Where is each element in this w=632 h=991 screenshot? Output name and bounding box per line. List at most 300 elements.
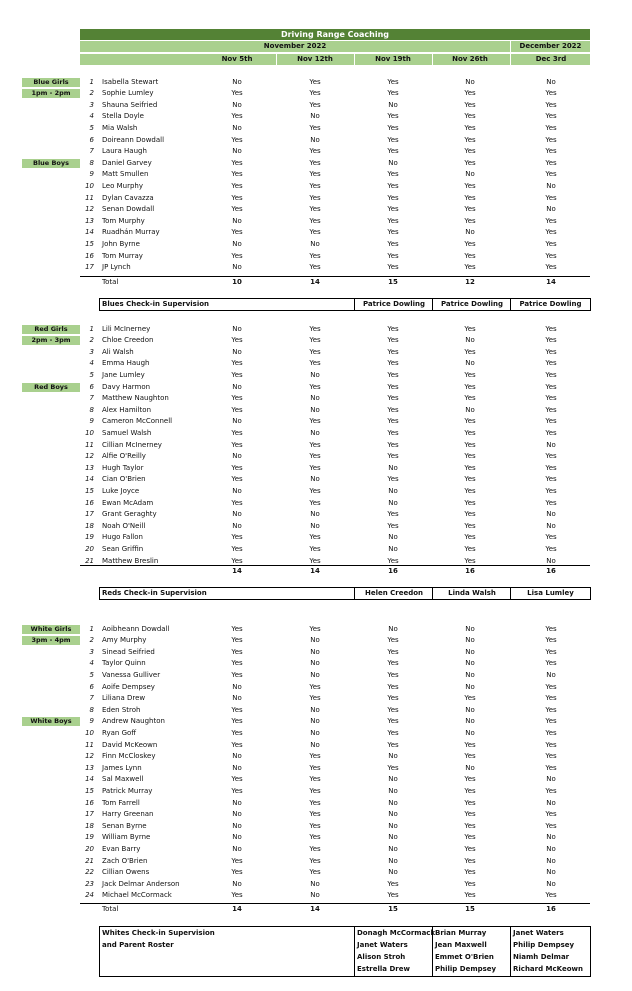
player-number: 2 xyxy=(89,636,94,645)
attendance-cell: Yes xyxy=(309,498,321,507)
attendance-cell: Yes xyxy=(464,205,476,214)
attendance-cell: Yes xyxy=(464,475,476,484)
attendance-cell: Yes xyxy=(231,158,243,167)
attendance-cell: Yes xyxy=(387,510,399,519)
attendance-cell: Yes xyxy=(231,868,243,877)
attendance-cell: Yes xyxy=(309,324,321,333)
attendance-cell: Yes xyxy=(464,370,476,379)
attendance-cell: Yes xyxy=(309,181,321,190)
player-number: 21 xyxy=(85,856,94,865)
attendance-cell: Yes xyxy=(309,556,321,565)
roster-name: Jean Maxwell xyxy=(435,941,487,949)
player-name: James Lynn xyxy=(102,763,142,772)
player-row xyxy=(80,647,590,659)
attendance-cell: Yes xyxy=(387,336,399,345)
attendance-cell: Yes xyxy=(387,123,399,132)
player-number: 19 xyxy=(85,833,94,842)
player-name: Sal Maxwell xyxy=(102,775,144,784)
total-cell: 14 xyxy=(310,905,320,913)
attendance-cell: Yes xyxy=(387,417,399,426)
total-row xyxy=(80,903,590,915)
attendance-cell: No xyxy=(310,879,320,888)
player-row xyxy=(80,786,590,798)
attendance-cell: Yes xyxy=(231,647,243,656)
group-tag: White Boys xyxy=(22,717,80,726)
player-number: 17 xyxy=(85,510,94,519)
attendance-cell: Yes xyxy=(309,694,321,703)
attendance-cell: Yes xyxy=(545,659,557,668)
player-number: 12 xyxy=(85,205,94,214)
player-name: Jane Lumley xyxy=(102,370,145,379)
attendance-cell: Yes xyxy=(231,359,243,368)
attendance-cell: Yes xyxy=(464,216,476,225)
date-divider xyxy=(354,54,355,65)
attendance-cell: No xyxy=(388,486,398,495)
attendance-cell: Yes xyxy=(231,181,243,190)
attendance-cell: No xyxy=(546,879,556,888)
attendance-cell: Yes xyxy=(464,798,476,807)
player-row xyxy=(80,393,590,405)
total-cell: 14 xyxy=(232,567,242,575)
attendance-cell: No xyxy=(310,394,320,403)
player-number: 20 xyxy=(85,544,94,553)
player-row xyxy=(80,324,590,336)
player-name: Senan Dowdall xyxy=(102,205,155,214)
player-name: Emma Haugh xyxy=(102,359,150,368)
attendance-cell: No xyxy=(388,844,398,853)
player-number: 21 xyxy=(85,556,94,565)
group-tag: 1pm - 2pm xyxy=(22,89,80,98)
player-number: 9 xyxy=(89,717,94,726)
attendance-cell: Yes xyxy=(309,775,321,784)
attendance-cell: Yes xyxy=(231,498,243,507)
attendance-cell: No xyxy=(465,705,475,714)
player-row xyxy=(80,451,590,463)
attendance-cell: No xyxy=(388,158,398,167)
total-cell: 16 xyxy=(546,905,556,913)
attendance-cell: Yes xyxy=(231,544,243,553)
player-number: 17 xyxy=(85,263,94,272)
attendance-cell: Yes xyxy=(545,239,557,248)
total-row xyxy=(80,565,590,577)
player-row xyxy=(80,428,590,440)
player-number: 8 xyxy=(89,405,94,414)
attendance-cell: No xyxy=(310,740,320,749)
total-cell: 12 xyxy=(465,278,475,286)
attendance-cell: No xyxy=(388,544,398,553)
group-tag: White Girls xyxy=(22,625,80,634)
total-label: Total xyxy=(102,905,119,913)
player-number: 10 xyxy=(85,428,94,437)
attendance-cell: Yes xyxy=(309,786,321,795)
attendance-cell: Yes xyxy=(545,463,557,472)
player-number: 5 xyxy=(89,670,94,679)
player-row xyxy=(80,809,590,821)
player-row xyxy=(80,370,590,382)
attendance-cell: Yes xyxy=(545,752,557,761)
player-name: Tom Farrell xyxy=(102,798,140,807)
attendance-cell: No xyxy=(310,521,320,530)
roster-name: Niamh Delmar xyxy=(513,953,570,961)
attendance-cell: No xyxy=(232,521,242,530)
player-row xyxy=(80,716,590,728)
attendance-cell: Yes xyxy=(231,624,243,633)
attendance-cell: No xyxy=(232,682,242,691)
player-name: Senan Byrne xyxy=(102,821,147,830)
attendance-cell: Yes xyxy=(231,636,243,645)
roster-column-2 xyxy=(432,927,511,976)
attendance-cell: Yes xyxy=(464,112,476,121)
player-row xyxy=(80,463,590,475)
attendance-cell: Yes xyxy=(464,856,476,865)
player-name: David McKeown xyxy=(102,740,158,749)
roster-column-3 xyxy=(510,927,590,976)
attendance-cell: Yes xyxy=(309,868,321,877)
attendance-cell: Yes xyxy=(309,359,321,368)
attendance-cell: No xyxy=(310,670,320,679)
player-row xyxy=(80,705,590,717)
player-row xyxy=(80,635,590,647)
player-number: 15 xyxy=(85,786,94,795)
attendance-cell: Yes xyxy=(387,475,399,484)
supervision-label: Blues Check-in Supervision xyxy=(102,300,210,308)
attendance-cell: No xyxy=(310,659,320,668)
player-row xyxy=(80,239,590,251)
attendance-cell: No xyxy=(232,77,242,86)
attendance-cell: Yes xyxy=(231,193,243,202)
player-name: Matt Smullen xyxy=(102,170,149,179)
player-name: Alfie O'Reilly xyxy=(102,452,146,461)
attendance-cell: Yes xyxy=(387,670,399,679)
attendance-cell: Yes xyxy=(545,717,557,726)
attendance-cell: No xyxy=(388,752,398,761)
total-cell: 16 xyxy=(546,567,556,575)
attendance-cell: Yes xyxy=(231,205,243,214)
player-name: Liliana Drew xyxy=(102,694,146,703)
attendance-cell: Yes xyxy=(464,694,476,703)
player-row xyxy=(80,798,590,810)
supervision-box xyxy=(99,587,591,600)
player-name: Cillian McInerney xyxy=(102,440,162,449)
attendance-cell: Yes xyxy=(464,428,476,437)
attendance-cell: Yes xyxy=(309,624,321,633)
attendance-cell: Yes xyxy=(309,682,321,691)
total-cell: 14 xyxy=(232,905,242,913)
attendance-cell: No xyxy=(546,556,556,565)
player-row xyxy=(80,88,590,100)
attendance-cell: No xyxy=(465,717,475,726)
attendance-cell: No xyxy=(232,486,242,495)
attendance-cell: Yes xyxy=(309,170,321,179)
total-cell: 15 xyxy=(388,278,398,286)
attendance-cell: Yes xyxy=(231,705,243,714)
player-row xyxy=(80,856,590,868)
attendance-cell: No xyxy=(232,833,242,842)
attendance-cell: Yes xyxy=(545,694,557,703)
roster-name: Janet Waters xyxy=(513,929,564,937)
player-number: 18 xyxy=(85,521,94,530)
player-row xyxy=(80,358,590,370)
attendance-cell: Yes xyxy=(545,359,557,368)
attendance-cell: Yes xyxy=(464,324,476,333)
player-number: 1 xyxy=(89,77,94,86)
attendance-cell: No xyxy=(232,123,242,132)
player-row xyxy=(80,728,590,740)
attendance-cell: Yes xyxy=(545,486,557,495)
attendance-cell: Yes xyxy=(387,556,399,565)
attendance-cell: No xyxy=(232,694,242,703)
player-row xyxy=(80,774,590,786)
roster-name: Donagh McCormack xyxy=(357,929,436,937)
supervisor-name: Linda Walsh xyxy=(432,588,511,599)
attendance-cell: Yes xyxy=(387,112,399,121)
player-number: 4 xyxy=(89,359,94,368)
attendance-cell: No xyxy=(465,405,475,414)
attendance-cell: No xyxy=(232,810,242,819)
player-name: Eden Stroh xyxy=(102,705,141,714)
attendance-cell: No xyxy=(546,856,556,865)
player-name: Shauna Seifried xyxy=(102,100,158,109)
attendance-cell: Yes xyxy=(545,394,557,403)
player-number: 3 xyxy=(89,100,94,109)
attendance-cell: Yes xyxy=(545,370,557,379)
player-number: 5 xyxy=(89,370,94,379)
supervisor-name: Patrice Dowling xyxy=(432,299,511,310)
attendance-cell: No xyxy=(232,752,242,761)
attendance-cell: Yes xyxy=(309,821,321,830)
attendance-cell: No xyxy=(232,417,242,426)
player-name: Matthew Breslin xyxy=(102,556,159,565)
attendance-cell: Yes xyxy=(387,728,399,737)
attendance-cell: Yes xyxy=(545,216,557,225)
attendance-cell: Yes xyxy=(309,205,321,214)
player-row xyxy=(80,77,590,89)
player-number: 16 xyxy=(85,498,94,507)
attendance-cell: No xyxy=(546,440,556,449)
attendance-cell: Yes xyxy=(387,347,399,356)
attendance-cell: No xyxy=(232,324,242,333)
date-divider xyxy=(510,54,511,65)
attendance-cell: Yes xyxy=(464,844,476,853)
player-number: 11 xyxy=(85,740,94,749)
month-november: November 2022 xyxy=(263,42,327,50)
player-row xyxy=(80,879,590,891)
attendance-cell: No xyxy=(388,868,398,877)
group-tag: 2pm - 3pm xyxy=(22,336,80,345)
attendance-cell: Yes xyxy=(545,228,557,237)
attendance-cell: Yes xyxy=(545,147,557,156)
attendance-cell: No xyxy=(310,717,320,726)
attendance-cell: Yes xyxy=(387,659,399,668)
attendance-cell: Yes xyxy=(464,775,476,784)
player-number: 7 xyxy=(89,394,94,403)
attendance-cell: Yes xyxy=(545,112,557,121)
total-cell: 16 xyxy=(465,567,475,575)
roster-name: Alison Stroh xyxy=(357,953,406,961)
attendance-cell: Yes xyxy=(231,440,243,449)
player-number: 14 xyxy=(85,475,94,484)
attendance-cell: Yes xyxy=(387,705,399,714)
player-name: Cian O'Brien xyxy=(102,475,146,484)
attendance-cell: Yes xyxy=(309,810,321,819)
attendance-cell: Yes xyxy=(309,486,321,495)
attendance-cell: No xyxy=(546,510,556,519)
attendance-cell: No xyxy=(465,728,475,737)
attendance-cell: Yes xyxy=(309,452,321,461)
attendance-cell: Yes xyxy=(387,324,399,333)
player-name: Matthew Naughton xyxy=(102,394,169,403)
player-number: 3 xyxy=(89,347,94,356)
player-number: 12 xyxy=(85,452,94,461)
attendance-cell: No xyxy=(546,775,556,784)
attendance-cell: Yes xyxy=(545,636,557,645)
attendance-cell: No xyxy=(465,636,475,645)
attendance-cell: Yes xyxy=(464,740,476,749)
attendance-cell: Yes xyxy=(231,405,243,414)
player-row xyxy=(80,544,590,556)
player-name: JP Lynch xyxy=(102,263,131,272)
player-row xyxy=(80,821,590,833)
player-row xyxy=(80,624,590,636)
attendance-cell: Yes xyxy=(464,810,476,819)
attendance-cell: No xyxy=(232,510,242,519)
attendance-cell: Yes xyxy=(231,740,243,749)
attendance-cell: No xyxy=(465,670,475,679)
player-number: 17 xyxy=(85,810,94,819)
group-tag: Blue Boys xyxy=(22,159,80,168)
attendance-cell: Yes xyxy=(464,394,476,403)
player-row xyxy=(80,474,590,486)
date-header xyxy=(80,54,590,65)
attendance-cell: No xyxy=(310,510,320,519)
attendance-cell: Yes xyxy=(464,868,476,877)
attendance-cell: Yes xyxy=(231,891,243,900)
attendance-cell: No xyxy=(465,228,475,237)
attendance-cell: Yes xyxy=(464,181,476,190)
attendance-cell: No xyxy=(388,786,398,795)
attendance-cell: Yes xyxy=(387,181,399,190)
supervisor-name: Lisa Lumley xyxy=(510,588,590,599)
player-name: Zach O'Brien xyxy=(102,856,148,865)
player-number: 20 xyxy=(85,844,94,853)
attendance-cell: Yes xyxy=(387,891,399,900)
attendance-cell: Yes xyxy=(545,498,557,507)
attendance-cell: Yes xyxy=(231,463,243,472)
attendance-cell: Yes xyxy=(309,100,321,109)
player-row xyxy=(80,123,590,135)
attendance-cell: Yes xyxy=(309,763,321,772)
attendance-cell: Yes xyxy=(231,786,243,795)
total-cell: 16 xyxy=(388,567,398,575)
attendance-cell: No xyxy=(310,405,320,414)
player-number: 8 xyxy=(89,705,94,714)
player-name: Jack Delmar Anderson xyxy=(102,879,180,888)
attendance-cell: No xyxy=(546,77,556,86)
attendance-cell: Yes xyxy=(231,170,243,179)
player-number: 10 xyxy=(85,728,94,737)
player-row xyxy=(80,193,590,205)
player-row xyxy=(80,100,590,112)
attendance-cell: Yes xyxy=(387,228,399,237)
group-tag: Blue Girls xyxy=(22,78,80,87)
attendance-cell: Yes xyxy=(545,821,557,830)
attendance-cell: Yes xyxy=(545,251,557,260)
attendance-cell: Yes xyxy=(464,147,476,156)
attendance-cell: No xyxy=(388,856,398,865)
attendance-cell: No xyxy=(465,659,475,668)
attendance-cell: No xyxy=(310,728,320,737)
attendance-cell: Yes xyxy=(545,428,557,437)
attendance-cell: Yes xyxy=(545,170,557,179)
attendance-cell: Yes xyxy=(309,798,321,807)
player-name: Ruadhán Murray xyxy=(102,228,160,237)
player-row xyxy=(80,135,590,147)
player-name: Samuel Walsh xyxy=(102,428,152,437)
player-name: Taylor Quinn xyxy=(102,659,146,668)
player-name: Alex Hamilton xyxy=(102,405,152,414)
attendance-cell: No xyxy=(388,775,398,784)
attendance-cell: No xyxy=(232,147,242,156)
attendance-cell: Yes xyxy=(464,100,476,109)
attendance-cell: No xyxy=(232,347,242,356)
whites-supervision-roster xyxy=(99,926,591,977)
player-name: Finn McCloskey xyxy=(102,752,156,761)
attendance-cell: Yes xyxy=(231,135,243,144)
attendance-cell: Yes xyxy=(464,879,476,888)
supervisor-name: Patrice Dowling xyxy=(354,299,433,310)
attendance-cell: Yes xyxy=(545,382,557,391)
date-col-4: Nov 26th xyxy=(452,55,488,63)
attendance-cell: Yes xyxy=(309,336,321,345)
player-number: 18 xyxy=(85,821,94,830)
attendance-cell: Yes xyxy=(309,193,321,202)
attendance-cell: Yes xyxy=(464,193,476,202)
player-name: Doireann Dowdall xyxy=(102,135,165,144)
group-tag: 3pm - 4pm xyxy=(22,636,80,645)
attendance-cell: No xyxy=(465,624,475,633)
attendance-cell: No xyxy=(546,521,556,530)
attendance-cell: No xyxy=(232,763,242,772)
attendance-cell: Yes xyxy=(464,123,476,132)
roster-name: Estrella Drew xyxy=(357,965,410,973)
player-row xyxy=(80,347,590,359)
player-name: Dylan Cavazza xyxy=(102,193,154,202)
attendance-cell: No xyxy=(546,844,556,853)
player-name: Andrew Naughton xyxy=(102,717,165,726)
player-number: 9 xyxy=(89,417,94,426)
attendance-cell: Yes xyxy=(464,239,476,248)
group-tag: Red Girls xyxy=(22,325,80,334)
attendance-cell: Yes xyxy=(545,763,557,772)
player-row xyxy=(80,832,590,844)
attendance-cell: No xyxy=(232,100,242,109)
attendance-cell: Yes xyxy=(309,533,321,542)
player-row xyxy=(80,670,590,682)
attendance-cell: Yes xyxy=(387,216,399,225)
attendance-cell: Yes xyxy=(545,740,557,749)
player-row xyxy=(80,740,590,752)
player-number: 6 xyxy=(89,135,94,144)
player-name: Stella Doyle xyxy=(102,112,144,121)
attendance-cell: Yes xyxy=(545,647,557,656)
attendance-cell: Yes xyxy=(545,405,557,414)
total-cell: 15 xyxy=(388,905,398,913)
attendance-cell: Yes xyxy=(309,123,321,132)
attendance-cell: Yes xyxy=(545,100,557,109)
month-december: December 2022 xyxy=(519,42,582,50)
attendance-cell: No xyxy=(465,647,475,656)
attendance-cell: Yes xyxy=(231,428,243,437)
